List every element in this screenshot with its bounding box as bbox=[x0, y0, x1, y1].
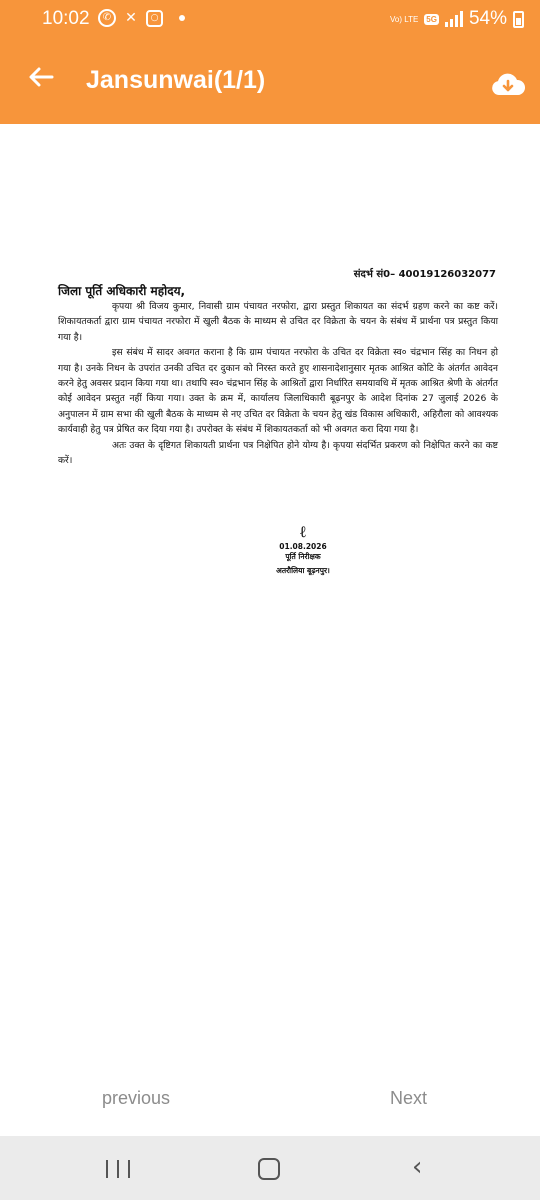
signal-icon bbox=[445, 11, 463, 27]
instagram-icon: ○ bbox=[146, 10, 163, 27]
previous-button[interactable]: previous bbox=[102, 1088, 171, 1108]
back-arrow-icon[interactable] bbox=[26, 62, 56, 92]
network-type-badge: 5G bbox=[426, 14, 437, 24]
salutation: जिला पूर्ति अधिकारी महोदय, bbox=[58, 284, 186, 298]
complaint-document bbox=[58, 266, 498, 575]
reference-number: संदर्भ सं0– 40019126032077 bbox=[353, 269, 496, 280]
app-bar bbox=[0, 40, 540, 124]
home-icon[interactable] bbox=[258, 1158, 280, 1180]
cloud-download-icon[interactable] bbox=[490, 68, 526, 104]
x-icon: ✕ bbox=[125, 10, 137, 26]
document-paragraph: कृपया श्री विजय कुमार, निवासी ग्राम पंचायत नरफोरा, द्वारा प्रस्तुत शिकायत का संदर्भ ग्रहण करने का कष्ट करें। शिकायतकर्ता द्वारा ग्राम पंचायत नरफोरा में खुली बैठक के माध्यम से उचित दर विक्रेता के चयन के संबंध में प्रार्थना पत्र प्रस्तुत किया गया है। bbox=[58, 301, 498, 343]
status-bar bbox=[0, 0, 540, 40]
signature-title: पूर्ति निरीक्षक bbox=[285, 552, 321, 561]
volte-indicator: Vo) LTE bbox=[389, 14, 419, 24]
notification-dot-icon bbox=[179, 15, 185, 21]
status-time: 10:02 bbox=[42, 8, 90, 29]
status-right bbox=[390, 8, 524, 30]
signature-mark: ℓ bbox=[300, 522, 306, 541]
whatsapp-icon: ✆ bbox=[98, 9, 116, 27]
document-paragraph: इस संबंध में सादर अवगत कराना है कि ग्राम पंचायत नरफोरा के उचित दर विक्रेता स्व० चंद्रभान सिंह का निधन हो गया है। उनके निधन के उपरांत उनकी उचित दर दुकान को निरस्त करते हुए शासनादेशानुसार मृतक आश्रित कोटि के अंतर्गत आवेदन करने हेतु अवसर प्रदान किया गया था। तथापि स्व० चंद्रभान सिंह के आश्रितों द्वारा निर्धारित समयावधि में मृतक आश्रित श्रेणी के अंतर्गत कोई आवेदन प्रस्तुत नहीं किया गया। उक्त के क्रम में, कार्यालय जिलाधिकारी बूढ़नपुर के आदेश दिनांक 27 जुलाई 2026 के अनुपालन में ग्राम सभा की खुली बैठक के माध्यम से नए उचित दर विक्रेता के चयन हेतु खंड विकास अधिकारी, अहिरौला को आवश्यक कार्यवाही हेतु पत्र प्रेषित कर दिया गया है। उपरोक्त के संबंध में शिकायतकर्ता को भी अवगत करा दिया गया है। bbox=[58, 347, 498, 436]
signature-place: अतरौलिया बूढ़नपुर। bbox=[276, 566, 330, 575]
system-nav-bar bbox=[0, 1136, 540, 1200]
document-paragraph: अतः उक्त के दृष्टिगत शिकायती प्रार्थना पत्र निक्षेपित होने योग्य है। कृपया संदर्भित प्रकरण को निक्षेपित करने का कष्ट करें। bbox=[58, 439, 498, 467]
recents-icon[interactable] bbox=[106, 1160, 130, 1178]
nav-back-icon[interactable]: ‹ bbox=[412, 1152, 423, 1182]
signature-date: 01.08.2026 bbox=[279, 542, 327, 551]
page-title: Jansunwai(1/1) bbox=[86, 66, 266, 94]
status-app-icons bbox=[98, 9, 185, 27]
battery-icon bbox=[513, 11, 524, 28]
battery-percent: 54% bbox=[468, 8, 507, 29]
next-button[interactable]: Next bbox=[390, 1088, 428, 1108]
signature-block bbox=[248, 522, 358, 576]
